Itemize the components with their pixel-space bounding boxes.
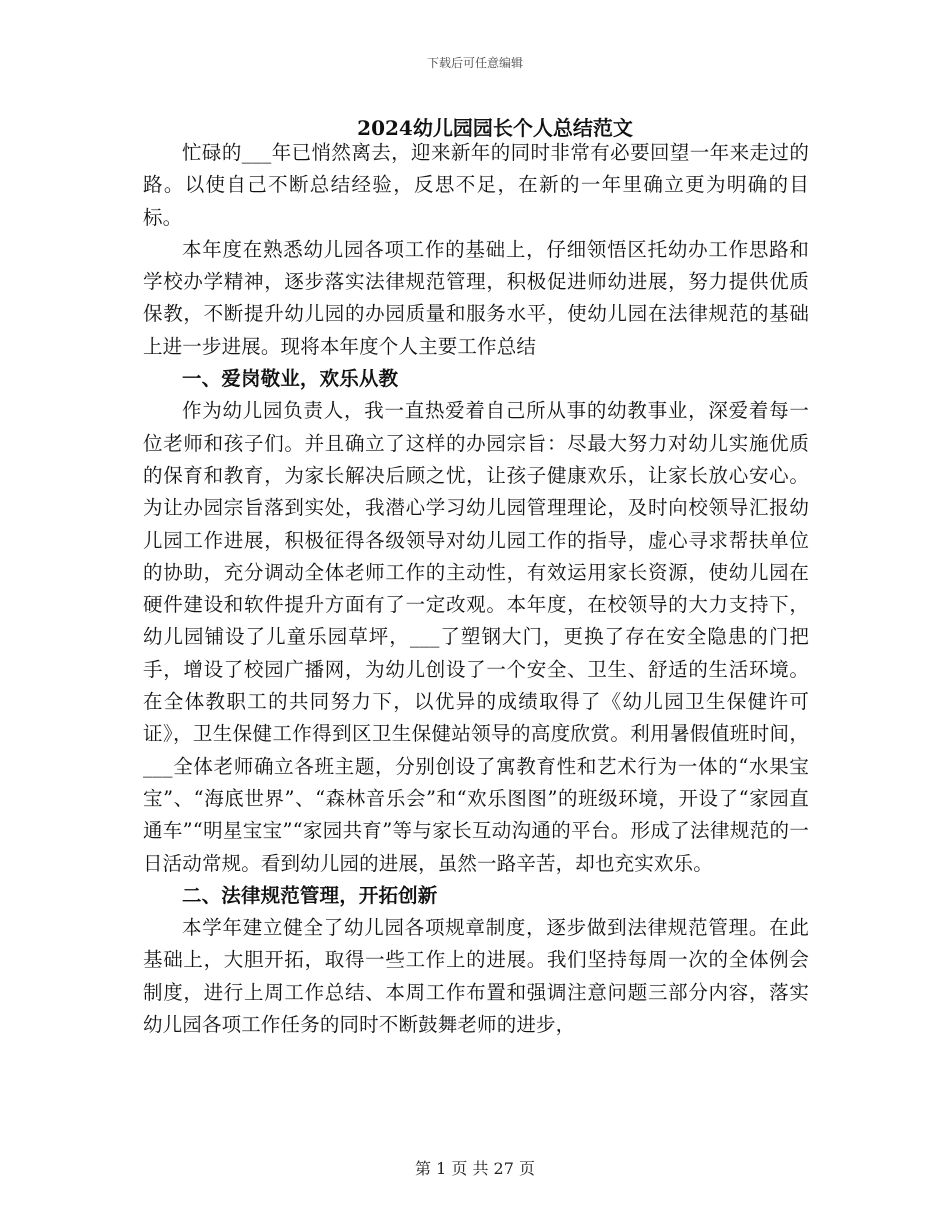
document-body <box>143 137 809 1041</box>
section-heading-2: 二、法律规范管理，开拓创新 <box>182 883 438 907</box>
paragraph-overview: 本年度在熟悉幼儿园各项工作的基础上，仔细领悟区托幼办工作思路和学校办学精神，逐步落实法律规范管理，积极促进师幼进展，努力提供优质保教，不断提升幼儿园的办园质量和服务水平，使幼儿园在法律规范的基础上进一步进展。现将本年度个人主要工作总结 <box>143 237 809 358</box>
page-footer: 第 1 页 共 27 页 <box>415 1159 535 1178</box>
header-note: 下载后可任意编辑 <box>426 56 523 70</box>
paragraph-section-1: 作为幼儿园负责人，我一直热爱着自己所从事的幼教事业，深爱着每一位老师和孩子们。并且确立了这样的办园宗旨：尽最大努力对幼儿实施优质的保育和教育，为家长解决后顾之忧，让孩子健康欢乐，让家长放心安心。为让办园宗旨落到实处，我潜心学习幼儿园管理理论，及时向校领导汇报幼儿园工作进展，积极征得各级领导对幼儿园工作的指导，虚心寻求帮扶单位的协助，充分调动全体老师工作的主动性，有效运用家长资源，使幼儿园在硬件建设和软件提升方面有了一定改观。本年度，在校领导的大力支持下，幼儿园铺设了儿童乐园草坪，___了塑钢大门，更换了存在安全隐患的门把手，增设了校园广播网，为幼儿创设了一个安全、卫生、舒适的生活环境。在全体教职工的共同努力下，以优异的成绩取得了《幼儿园卫生保健许可证》，卫生保健工作得到区卫生保健站领导的高度欣赏。利用暑假值班时间，___全体老师确立各班主题，分别创设了寓教育性和艺术行为一体的“水果宝宝”、“海底世界”、“森林音乐会”和“欢乐图图”的班级环境，开设了“家园直通车”“明星宝宝”“家园共育”等与家长互动沟通的平台。形成了法律规范的一日活动常规。看到幼儿园的进展，虽然一路辛苦，却也充实欢乐。 <box>143 399 809 875</box>
section-heading-1: 一、爱岗敬业，欢乐从教 <box>182 367 399 391</box>
paragraph-intro: 忙碌的___年已悄然离去，迎来新年的同时非常有必要回望一年来走过的路。以使自己不断总结经验，反思不足，在新的一年里确立更为明确的目标。 <box>143 141 809 229</box>
document-title: 2024幼儿园园长个人总结范文 <box>357 116 633 140</box>
paragraph-section-2: 本学年建立健全了幼儿园各项规章制度，逐步做到法律规范管理。在此基础上，大胆开拓，取得一些工作上的进展。我们坚持每周一次的全体例会制度，进行上周工作总结、本周工作布置和强调注意问题三部分内容，落实幼儿园各项工作任务的同时不断鼓舞老师的进步， <box>143 916 809 1037</box>
